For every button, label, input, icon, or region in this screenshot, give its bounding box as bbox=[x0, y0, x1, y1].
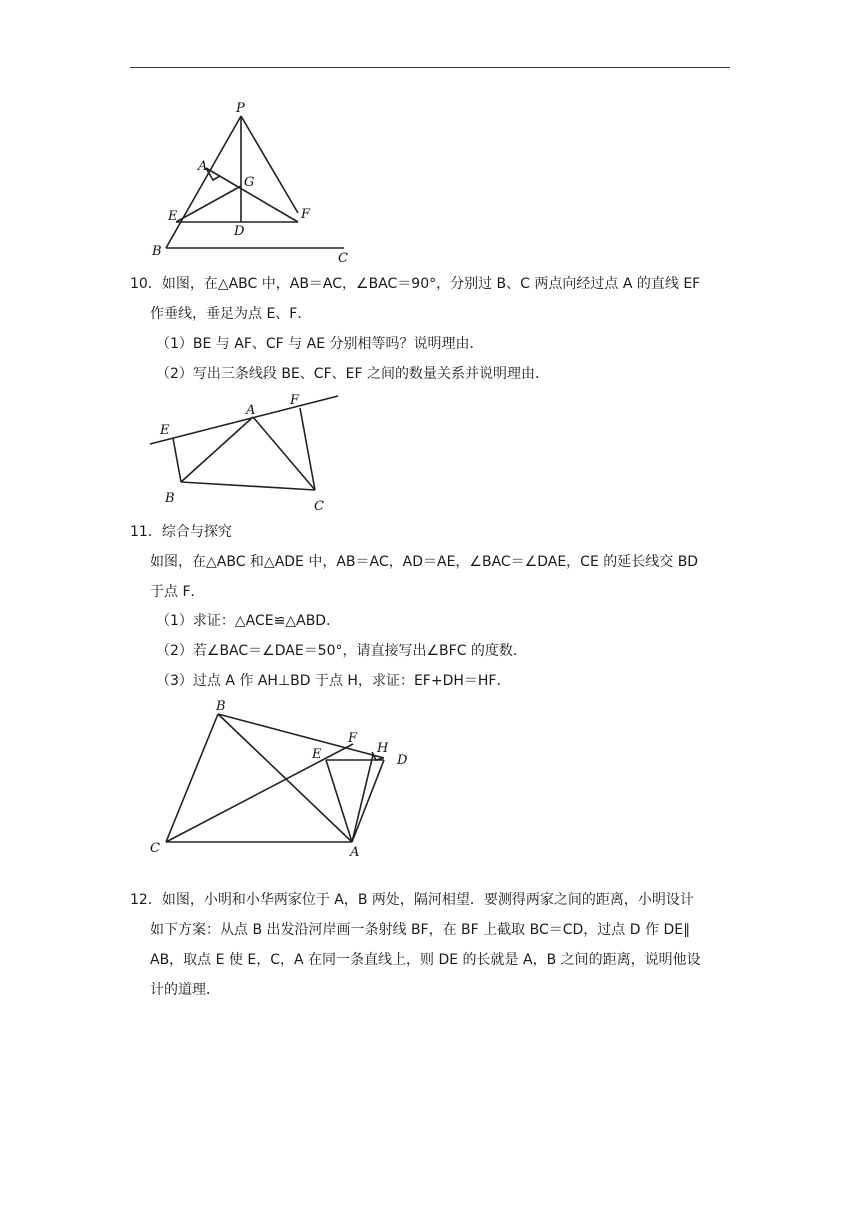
figure-11 bbox=[140, 692, 430, 862]
label-B: B bbox=[152, 244, 162, 259]
q11-line2: 于点 F． bbox=[150, 584, 205, 600]
label-H: H bbox=[377, 741, 389, 756]
q11-sub3: （3）过点 A 作 AH⊥BD 于点 H，求证：EF+DH＝HF． bbox=[156, 673, 511, 689]
q11-sub2: （2）若∠BAC＝∠DAE＝50°，请直接写出∠BFC 的度数． bbox=[156, 643, 527, 659]
label-D: D bbox=[234, 224, 245, 239]
label-G: G bbox=[244, 175, 255, 190]
label-F: F bbox=[348, 731, 358, 746]
figure-10 bbox=[140, 386, 360, 516]
q12-line2: 如下方案：从点 B 出发沿河岸画一条射线 BF，在 BF 上截取 BC＝CD，过点 D 作 DE∥ bbox=[150, 922, 691, 938]
header-rule bbox=[130, 67, 730, 68]
label-D: D bbox=[397, 753, 408, 768]
q10-line1: 10．如图，在△ABC 中，AB＝AC，∠BAC＝90°，分别过 B、C 两点向经过点 A 的直线 EF bbox=[130, 276, 701, 292]
label-A: A bbox=[198, 159, 208, 174]
label-F: F bbox=[290, 393, 300, 408]
label-E: E bbox=[168, 209, 178, 224]
q11-title: 11．综合与探究 bbox=[130, 524, 232, 540]
q11-line1: 如图，在△ABC 和△ADE 中，AB＝AC，AD＝AE，∠BAC＝∠DAE，CE 的延长线交 BD bbox=[150, 554, 699, 570]
label-C: C bbox=[150, 841, 160, 856]
label-C: C bbox=[314, 499, 324, 514]
q12-line4: 计的道理． bbox=[150, 982, 220, 998]
label-E: E bbox=[312, 747, 322, 762]
label-F: F bbox=[301, 207, 311, 222]
q12-line3: AB，取点 E 使 E，C，A 在同一条直线上，则 DE 的长就是 A，B 之间的距离，说明他设 bbox=[150, 952, 701, 968]
label-A: A bbox=[350, 845, 360, 860]
q12-line1: 12．如图，小明和小华两家位于 A，B 两处，隔河相望．要测得两家之间的距离，小明设计 bbox=[130, 892, 694, 908]
label-B: B bbox=[165, 491, 175, 506]
label-C: C bbox=[338, 251, 348, 266]
label-E: E bbox=[160, 423, 170, 438]
label-A: A bbox=[246, 403, 256, 418]
q10-sub1: （1）BE 与 AF、CF 与 AE 分别相等吗？说明理由． bbox=[156, 336, 484, 352]
q10-line2: 作垂线，垂足为点 E、F． bbox=[150, 306, 312, 322]
q10-sub2: （2）写出三条线段 BE、CF、EF 之间的数量关系并说明理由． bbox=[156, 366, 549, 382]
q11-sub1: （1）求证：△ACE≌△ABD． bbox=[156, 613, 341, 629]
figure-9 bbox=[140, 100, 360, 270]
label-P: P bbox=[236, 101, 245, 116]
label-B: B bbox=[216, 699, 226, 714]
